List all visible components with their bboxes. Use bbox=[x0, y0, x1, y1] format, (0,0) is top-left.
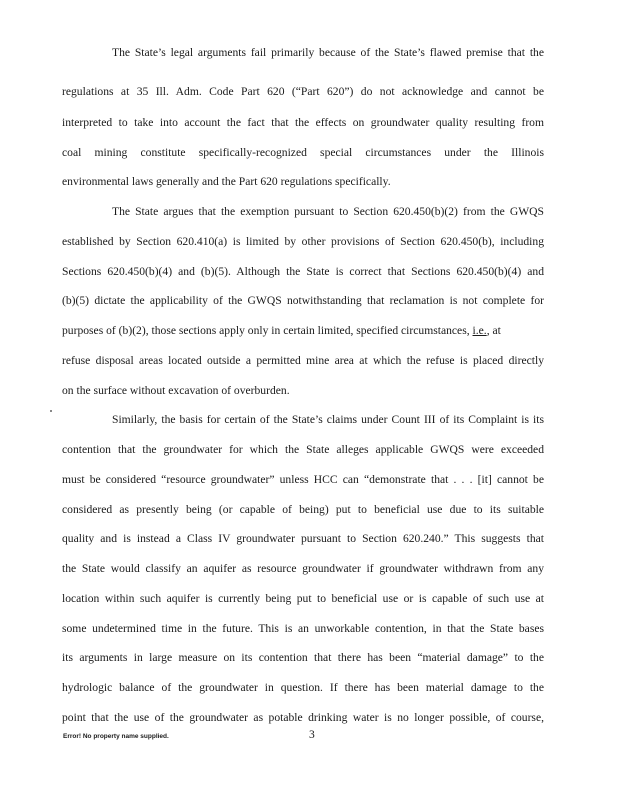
paragraph-3-line-9: its arguments in large measure on its contention that there has been “material damage” to the bbox=[62, 651, 544, 664]
paragraph-3-line-4: considered as presently being (or capable of being) put to beneficial use due to its suitable bbox=[62, 503, 544, 516]
paragraph-3-line-8: some undetermined time in the future. This is an unworkable contention, in that the State bases bbox=[62, 622, 544, 635]
paragraph-3-line-5: quality and is instead a Class IV groundwater pursuant to Section 620.240.” This suggests that bbox=[62, 532, 544, 545]
paragraph-1-line-2: regulations at 35 Ill. Adm. Code Part 620 (“Part 620”) do not acknowledge and cannot be bbox=[62, 85, 544, 98]
paragraph-2-line-1: The State argues that the exemption pursuant to Section 620.450(b)(2) from the GWQS bbox=[112, 205, 544, 218]
paragraph-3-line-7: location within such aquifer is currently being put to beneficial use or is capable of such use at bbox=[62, 592, 544, 605]
paragraph-3-line-11: point that the use of the groundwater as potable drinking water is no longer possible, of course, bbox=[62, 711, 544, 724]
paragraph-2-line-5 bbox=[62, 324, 544, 338]
paragraph-1-line-4: coal mining constitute specifically-recognized special circumstances under the Illinois bbox=[62, 146, 544, 159]
paragraph-2-line-2: established by Section 620.410(a) is limited by other provisions of Section 620.450(b), including bbox=[62, 235, 544, 248]
paragraph-3-line-1: Similarly, the basis for certain of the State’s claims under Count III of its Complaint is its bbox=[112, 413, 544, 426]
stray-mark bbox=[50, 410, 52, 412]
paragraph-3-line-6: the State would classify an aquifer as resource groundwater if groundwater withdrawn from any bbox=[62, 562, 544, 575]
paragraph-3-line-3: must be considered “resource groundwater” unless HCC can “demonstrate that . . . [it] cannot be bbox=[62, 473, 544, 486]
paragraph-2-line-5-text: purposes of (b)(2), those sections apply only in certain limited, specified circumstances, bbox=[62, 324, 470, 337]
footer-note: Error! No property name supplied. bbox=[63, 733, 169, 740]
page-number: 3 bbox=[309, 729, 315, 741]
paragraph-3-line-2: contention that the groundwater for which the State alleges applicable GWQS were exceeded bbox=[62, 443, 544, 456]
paragraph-2-line-6: refuse disposal areas located outside a permitted mine area at which the refuse is placed directly bbox=[62, 354, 544, 367]
ie-suffix: , at bbox=[486, 324, 501, 337]
ie-abbreviation: i.e. bbox=[472, 324, 487, 337]
paragraph-3-line-10: hydrologic balance of the groundwater in question. If there has been material damage to the bbox=[62, 681, 544, 694]
paragraph-2-line-7: on the surface without excavation of overburden. bbox=[62, 384, 290, 397]
paragraph-1-line-3: interpreted to take into account the fact that the effects on groundwater quality resulting from bbox=[62, 116, 544, 129]
paragraph-2-line-3: Sections 620.450(b)(4) and (b)(5). Although the State is correct that Sections 620.450(b)(4) and bbox=[62, 265, 544, 278]
paragraph-2-line-4: (b)(5) dictate the applicability of the GWQS notwithstanding that reclamation is not complete for bbox=[62, 294, 544, 307]
paragraph-1-line-1: The State’s legal arguments fail primarily because of the State’s flawed premise that the bbox=[112, 46, 544, 59]
paragraph-1-line-5: environmental laws generally and the Part 620 regulations specifically. bbox=[62, 175, 391, 188]
